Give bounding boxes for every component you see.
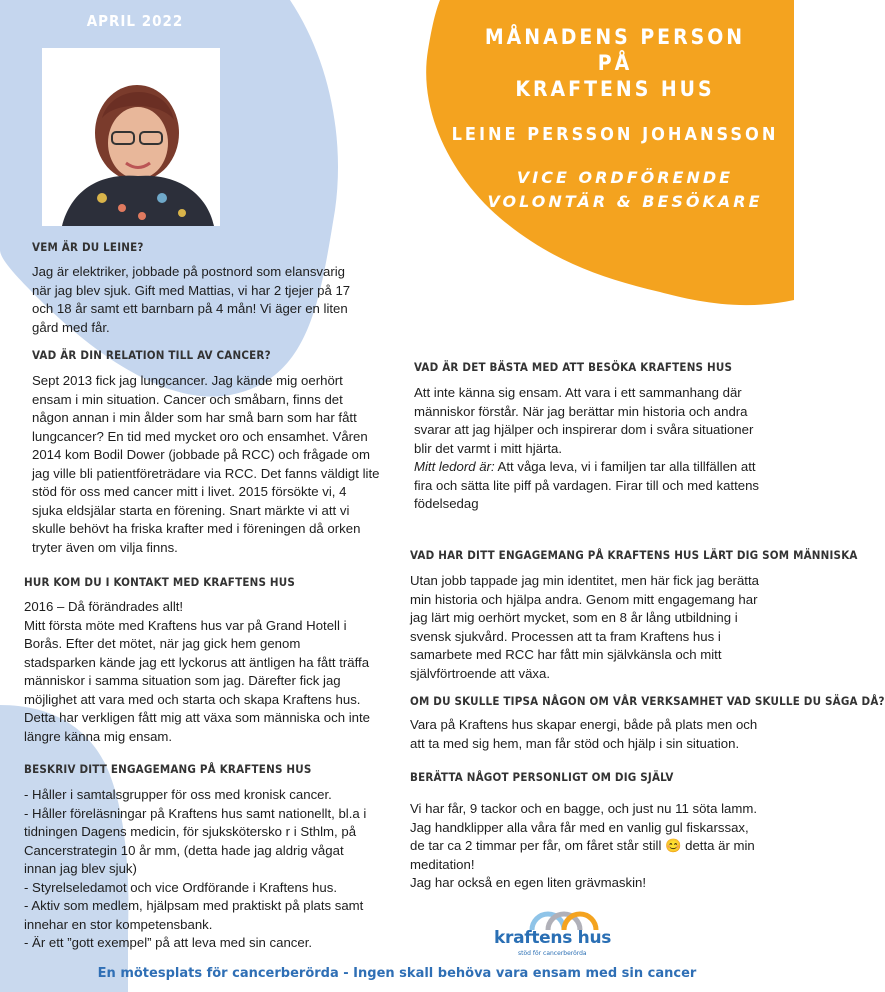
motto-text: Att våga leva, vi i familjen tar alla tillfällen att fira och sätta lite piff på vardagen. Firar till och med kattens födelsedag [414,459,759,511]
question-engagement: BESKRIV DITT ENGAGEMANG PÅ KRAFTENS HUS [24,762,312,776]
answer-contact [24,598,372,746]
hero-title-line-3: KRAFTENS HUS [515,77,715,101]
answer-who [32,263,367,337]
role-line-1: VICE ORDFÖRENDE [516,168,734,187]
answer-contact-line1: 2016 – Då förändrades allt! [24,599,184,614]
question-relation: VAD ÄR DIN RELATION TILL AV CANCER? [32,348,271,362]
motto-label: Mitt ledord är: [414,459,495,474]
hero-title-line-1: MÅNADENS PERSON [484,25,746,49]
answer-relation [32,372,380,557]
profile-photo [42,48,220,226]
answer-tip [410,716,775,753]
answer-personal-text: Vi har får, 9 tackor och en bagge, och just nu 11 söta lamm. Jag handklipper alla våra får med en vanlig gul fiskarssax, de tar ca 2 timmar per får, om fåret står still 😊 detta är min meditation! [410,801,757,872]
answer-tip-text: Vara på Kraftens hus skapar energi, både på plats men och att ta med sig hem, man får stöd och hjälp i sin situation. [410,717,758,751]
engagement-item-5: - Är ett ”gott exempel” på att leva med sin cancer. [24,935,313,950]
answer-learned [410,572,770,683]
role-line-2: VOLONTÄR & BESÖKARE [487,192,763,211]
question-tip: OM DU SKULLE TIPSA NÅGON OM VÅR VERKSAMHET VAD SKULLE DU SÄGA DÅ? [410,694,885,708]
question-learned: VAD HAR DITT ENGAGEMANG PÅ KRAFTENS HUS LÄRT DIG SOM MÄNNISKA [410,548,858,562]
hero-title-line-2: PÅ [597,51,633,75]
answer-relation-text: Sept 2013 fick jag lungcancer. Jag kände mig oerhört ensam i min situation. Cancer och småbarn, finns det någon annan i min ålder som har små barn som har fått lungcancer? En tid med mycket oro och ensamhet. Våren 2014 kom Bodil Dower (jobbade på RCC) och frågade om jag ville bli patientföreträdare via RCC. Det fanns väldigt lite stöd för oss med cancer mitt i livet. 2015 försökte vi, 4 sjuka eldsjälar starta en förening. Snart märkte vi att vi skulle behövt ha friska krafter med i föreningen då orken tryter även om vilja finns. [32,373,380,555]
answer-contact-text: Mitt första möte med Kraftens hus var på Grand Hotell i Borås. Efter det mötet, när jag gick hem genom stadsparken kände jag ett lyckorus att äntligen ha fått träffa människor i samma situation som jag. Därefter fick jag möjlighet att vara med och starta och skapa Kraftens hus. Detta har verkligen fått mig att växa som människa och inte längre känna mig ensam. [24,617,370,744]
question-contact: HUR KOM DU I KONTAKT MED KRAFTENS HUS [24,575,296,589]
kraftens-hus-logo [488,910,618,960]
engagement-item-1: - Håller i samtalsgrupper för oss med kronisk cancer. [24,787,332,802]
person-role [470,166,780,214]
answer-who-text: Jag är elektriker, jobbade på postnord som elansvarig när jag blev sjuk. Gift med Mattias, vi har 2 tjejer på 17 och 18 år samt ett barnbarn på 4 mån! Vi äger en liten gård med får. [32,264,351,335]
answer-best [414,384,769,514]
engagement-item-2: - Håller föreläsningar på Kraftens hus samt nationellt, bl.a i tidningen Dagens medicin, för sjukskötersko r i Sthlm, på Cancerstrategin 10 år mm, (detta hade jag aldrig vågat innan jag blev sjuk) [24,805,367,876]
footer-slogan: En mötesplats för cancerberörda - Ingen skall behöva vara ensam med sin cancer [97,966,697,981]
answer-learned-text: Utan jobb tappade jag min identitet, men här fick jag berätta min historia och hjälpa andra. Genom mitt engagemang har jag lärt mig oerhört mycket, som en 8 år lång utbildning i svensk sjukvård. Processen att ta fram Kraftens hus i samarbete med RCC har fått min självkänsla och mitt självförtroende att växa. [410,573,759,681]
answer-best-motto [414,458,769,514]
hero-title [470,24,760,102]
question-best: VAD ÄR DET BÄSTA MED ATT BESÖKA KRAFTENS HUS [414,360,733,374]
issue-date: APRIL 2022 [86,12,184,30]
logo-name: kraftens hus [494,928,612,948]
person-name: LEINE PERSSON JOHANSSON [451,124,779,145]
answer-engagement [24,786,374,953]
question-who: VEM ÄR DU LEINE? [32,240,144,254]
engagement-item-4: - Aktiv som medlem, hjälpsam med praktiskt på plats samt innehar en stor kompetensbank. [24,898,364,932]
answer-personal-line2: Jag har också en egen liten grävmaskin! [410,875,647,890]
engagement-item-3: - Styrelseledamot och vice Ordförande i Kraftens hus. [24,879,337,895]
answer-personal [410,800,765,893]
question-personal: BERÄTTA NÅGOT PERSONLIGT OM DIG SJÄLV [410,770,674,784]
answer-best-text: Att inte känna sig ensam. Att vara i ett sammanhang där människor förstår. När jag berättar min historia och andra svarar att jag hjälper och inspirerar dom i svåra situationer blir det varmt i mitt hjärta. [414,385,754,456]
logo-tagline: stöd för cancerberörda [518,950,587,957]
